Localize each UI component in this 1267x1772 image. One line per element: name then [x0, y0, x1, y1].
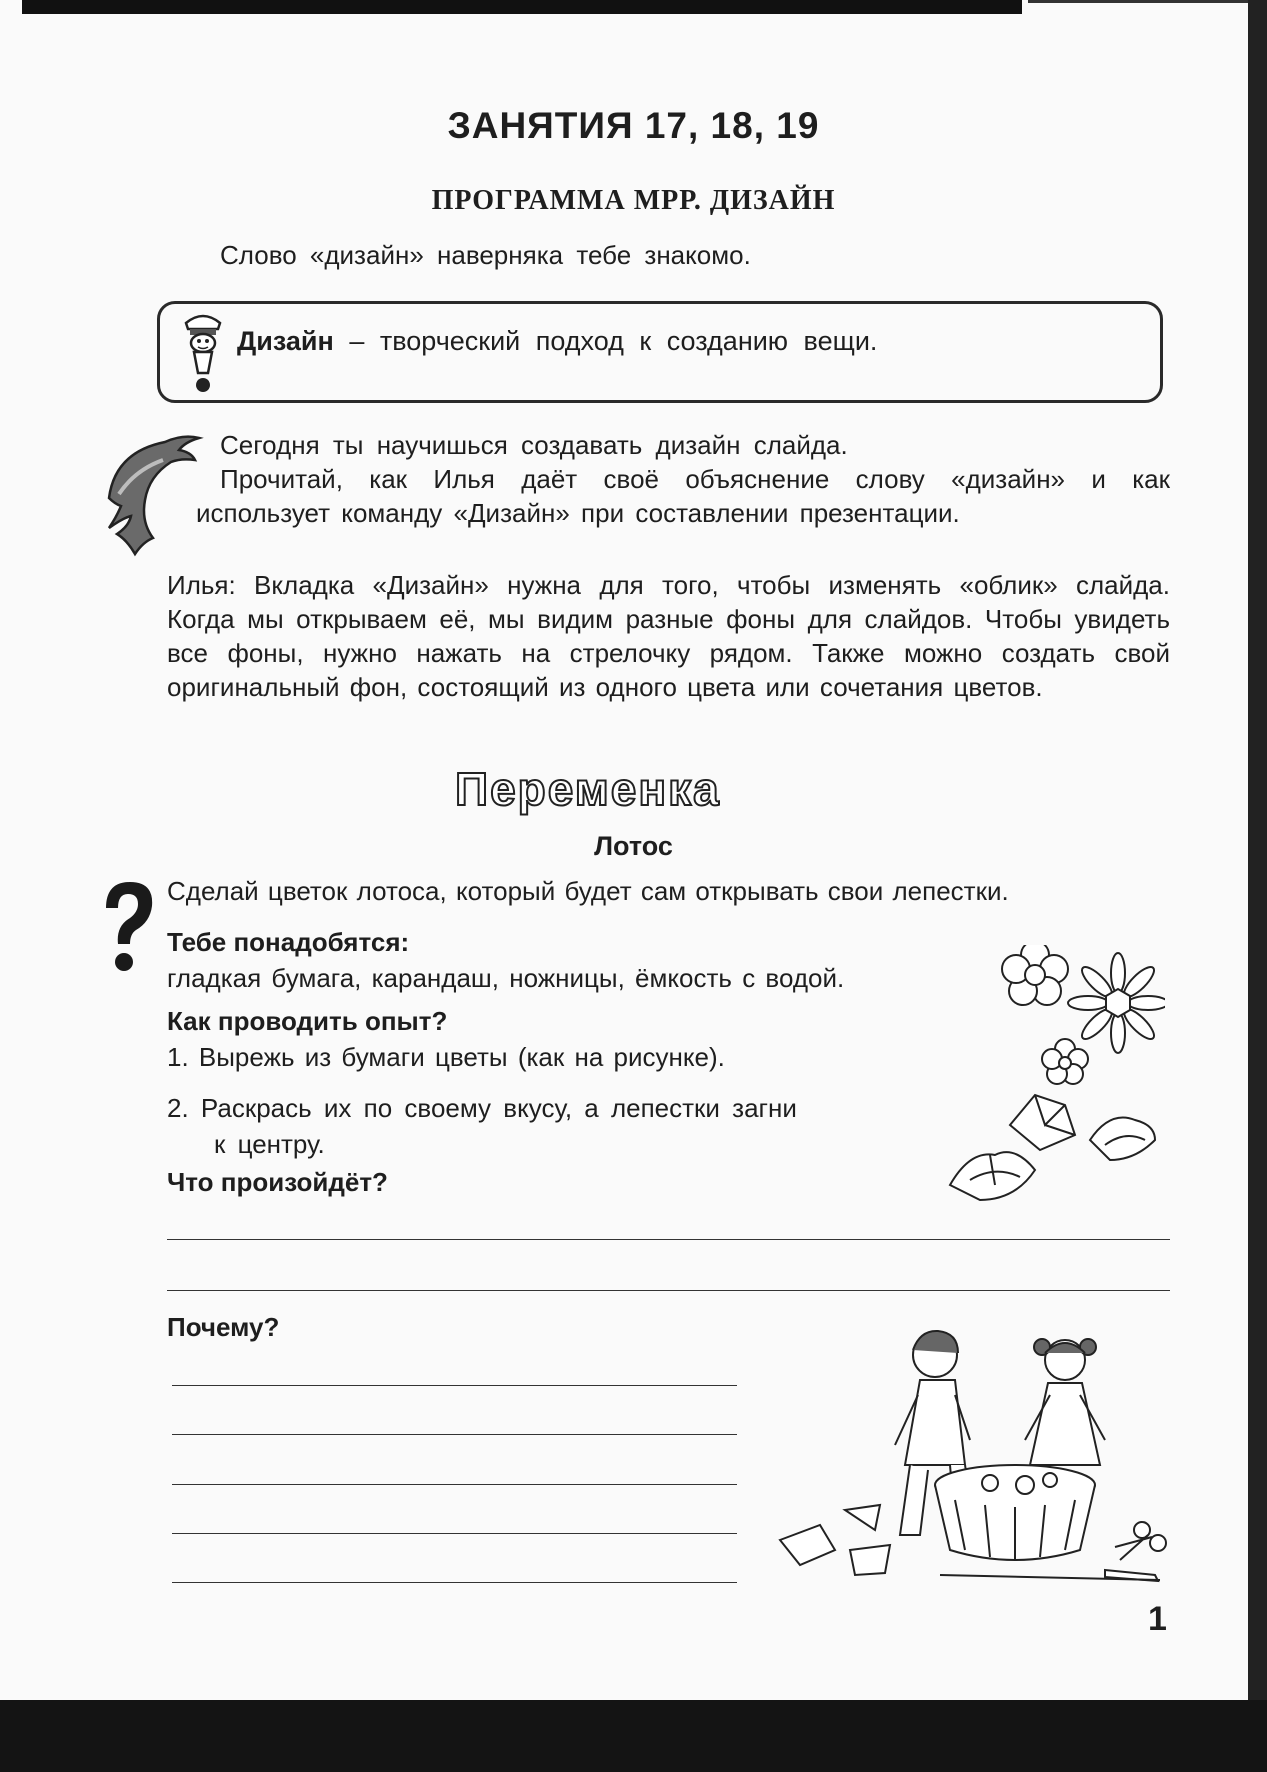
materials-text: гладкая бумага, карандаш, ножницы, ёмкость с водой.: [167, 963, 845, 993]
experiment-task: Сделай цветок лотоса, который будет сам открывать свои лепестки.: [167, 876, 1009, 906]
materials-heading: Тебе понадобятся:: [167, 927, 410, 957]
answer-line[interactable]: [172, 1385, 737, 1386]
daisy-flower-icon: [1068, 953, 1165, 1053]
flower-in-pot-icon: [1042, 1039, 1088, 1084]
question-mark-icon: [98, 878, 158, 978]
step-2-line-1: 2. Раскрась их по своему вкусу, а лепестки загни: [167, 1093, 797, 1123]
paper-scrap-icon: [780, 1525, 835, 1565]
answer-line[interactable]: [172, 1582, 737, 1583]
girl-icon: [1025, 1339, 1105, 1465]
intro-text: Слово «дизайн» наверняка тебе знакомо.: [220, 240, 751, 270]
why-heading: Почему?: [167, 1312, 280, 1342]
scan-top-border-thin: [1028, 0, 1248, 3]
scan-top-border: [22, 0, 1022, 14]
paragraph-read: Прочитай, как Илья даёт своё объяснение слову «дизайн» и как использует команду «Дизайн» при составлении презентации.: [196, 464, 1170, 528]
scan-bottom-border: [0, 1700, 1267, 1772]
answer-line[interactable]: [172, 1434, 737, 1435]
what-heading: Что произойдёт?: [167, 1167, 388, 1197]
step-1: 1. Вырежь из бумаги цветы (как на рисунке).: [167, 1042, 725, 1072]
small-flower-icon: [1002, 945, 1068, 1005]
exclamation-character-icon: [178, 305, 228, 395]
definition-term: Дизайн: [237, 326, 334, 356]
children-illustration: [760, 1325, 1175, 1590]
scan-right-edge: [1248, 0, 1267, 1772]
answer-line[interactable]: [167, 1290, 1170, 1291]
lesson-title: ЗАНЯТИЯ 17, 18, 19: [447, 105, 820, 146]
lotus-title: Лотос: [594, 831, 673, 861]
definition-body: – творческий подход к созданию вещи.: [333, 326, 878, 356]
answer-line[interactable]: [172, 1484, 737, 1485]
step-2-line-2: к центру.: [214, 1129, 325, 1159]
answer-line[interactable]: [172, 1533, 737, 1534]
paragraph-today: Сегодня ты научишься создавать дизайн слайда.: [220, 430, 848, 460]
paper-flowers-illustration: [940, 945, 1165, 1225]
folded-flower-icon: [1010, 1095, 1075, 1150]
page-number: 1: [1148, 1600, 1167, 1638]
water-basin-icon: [935, 1465, 1095, 1560]
break-title: Переменка: [455, 763, 721, 815]
definition-text: [237, 326, 877, 357]
how-heading: Как проводить опыт?: [167, 1006, 448, 1036]
paragraph-ilya: Илья: Вкладка «Дизайн» нужна для того, чтобы изменять «облик» слайда. Когда мы открываем её, мы видим разные фоны для слайдов. Чтобы увидеть все фоны, нужно нажать на стрелочку рядом. Также можно создать свой оригинальный фон, состоящий из одного цвета или сочетания цветов.: [167, 570, 1170, 702]
scissors-icon: [1115, 1522, 1166, 1560]
program-title: ПРОГРАММА МРР. ДИЗАЙН: [431, 185, 836, 216]
step-2: [167, 1090, 797, 1162]
answer-line[interactable]: [167, 1239, 1170, 1240]
paper-scrap-icon: [850, 1545, 890, 1575]
paper-scrap-icon: [845, 1505, 880, 1530]
folded-flower-icon: [1090, 1118, 1155, 1161]
dolphin-icon: [95, 430, 205, 560]
